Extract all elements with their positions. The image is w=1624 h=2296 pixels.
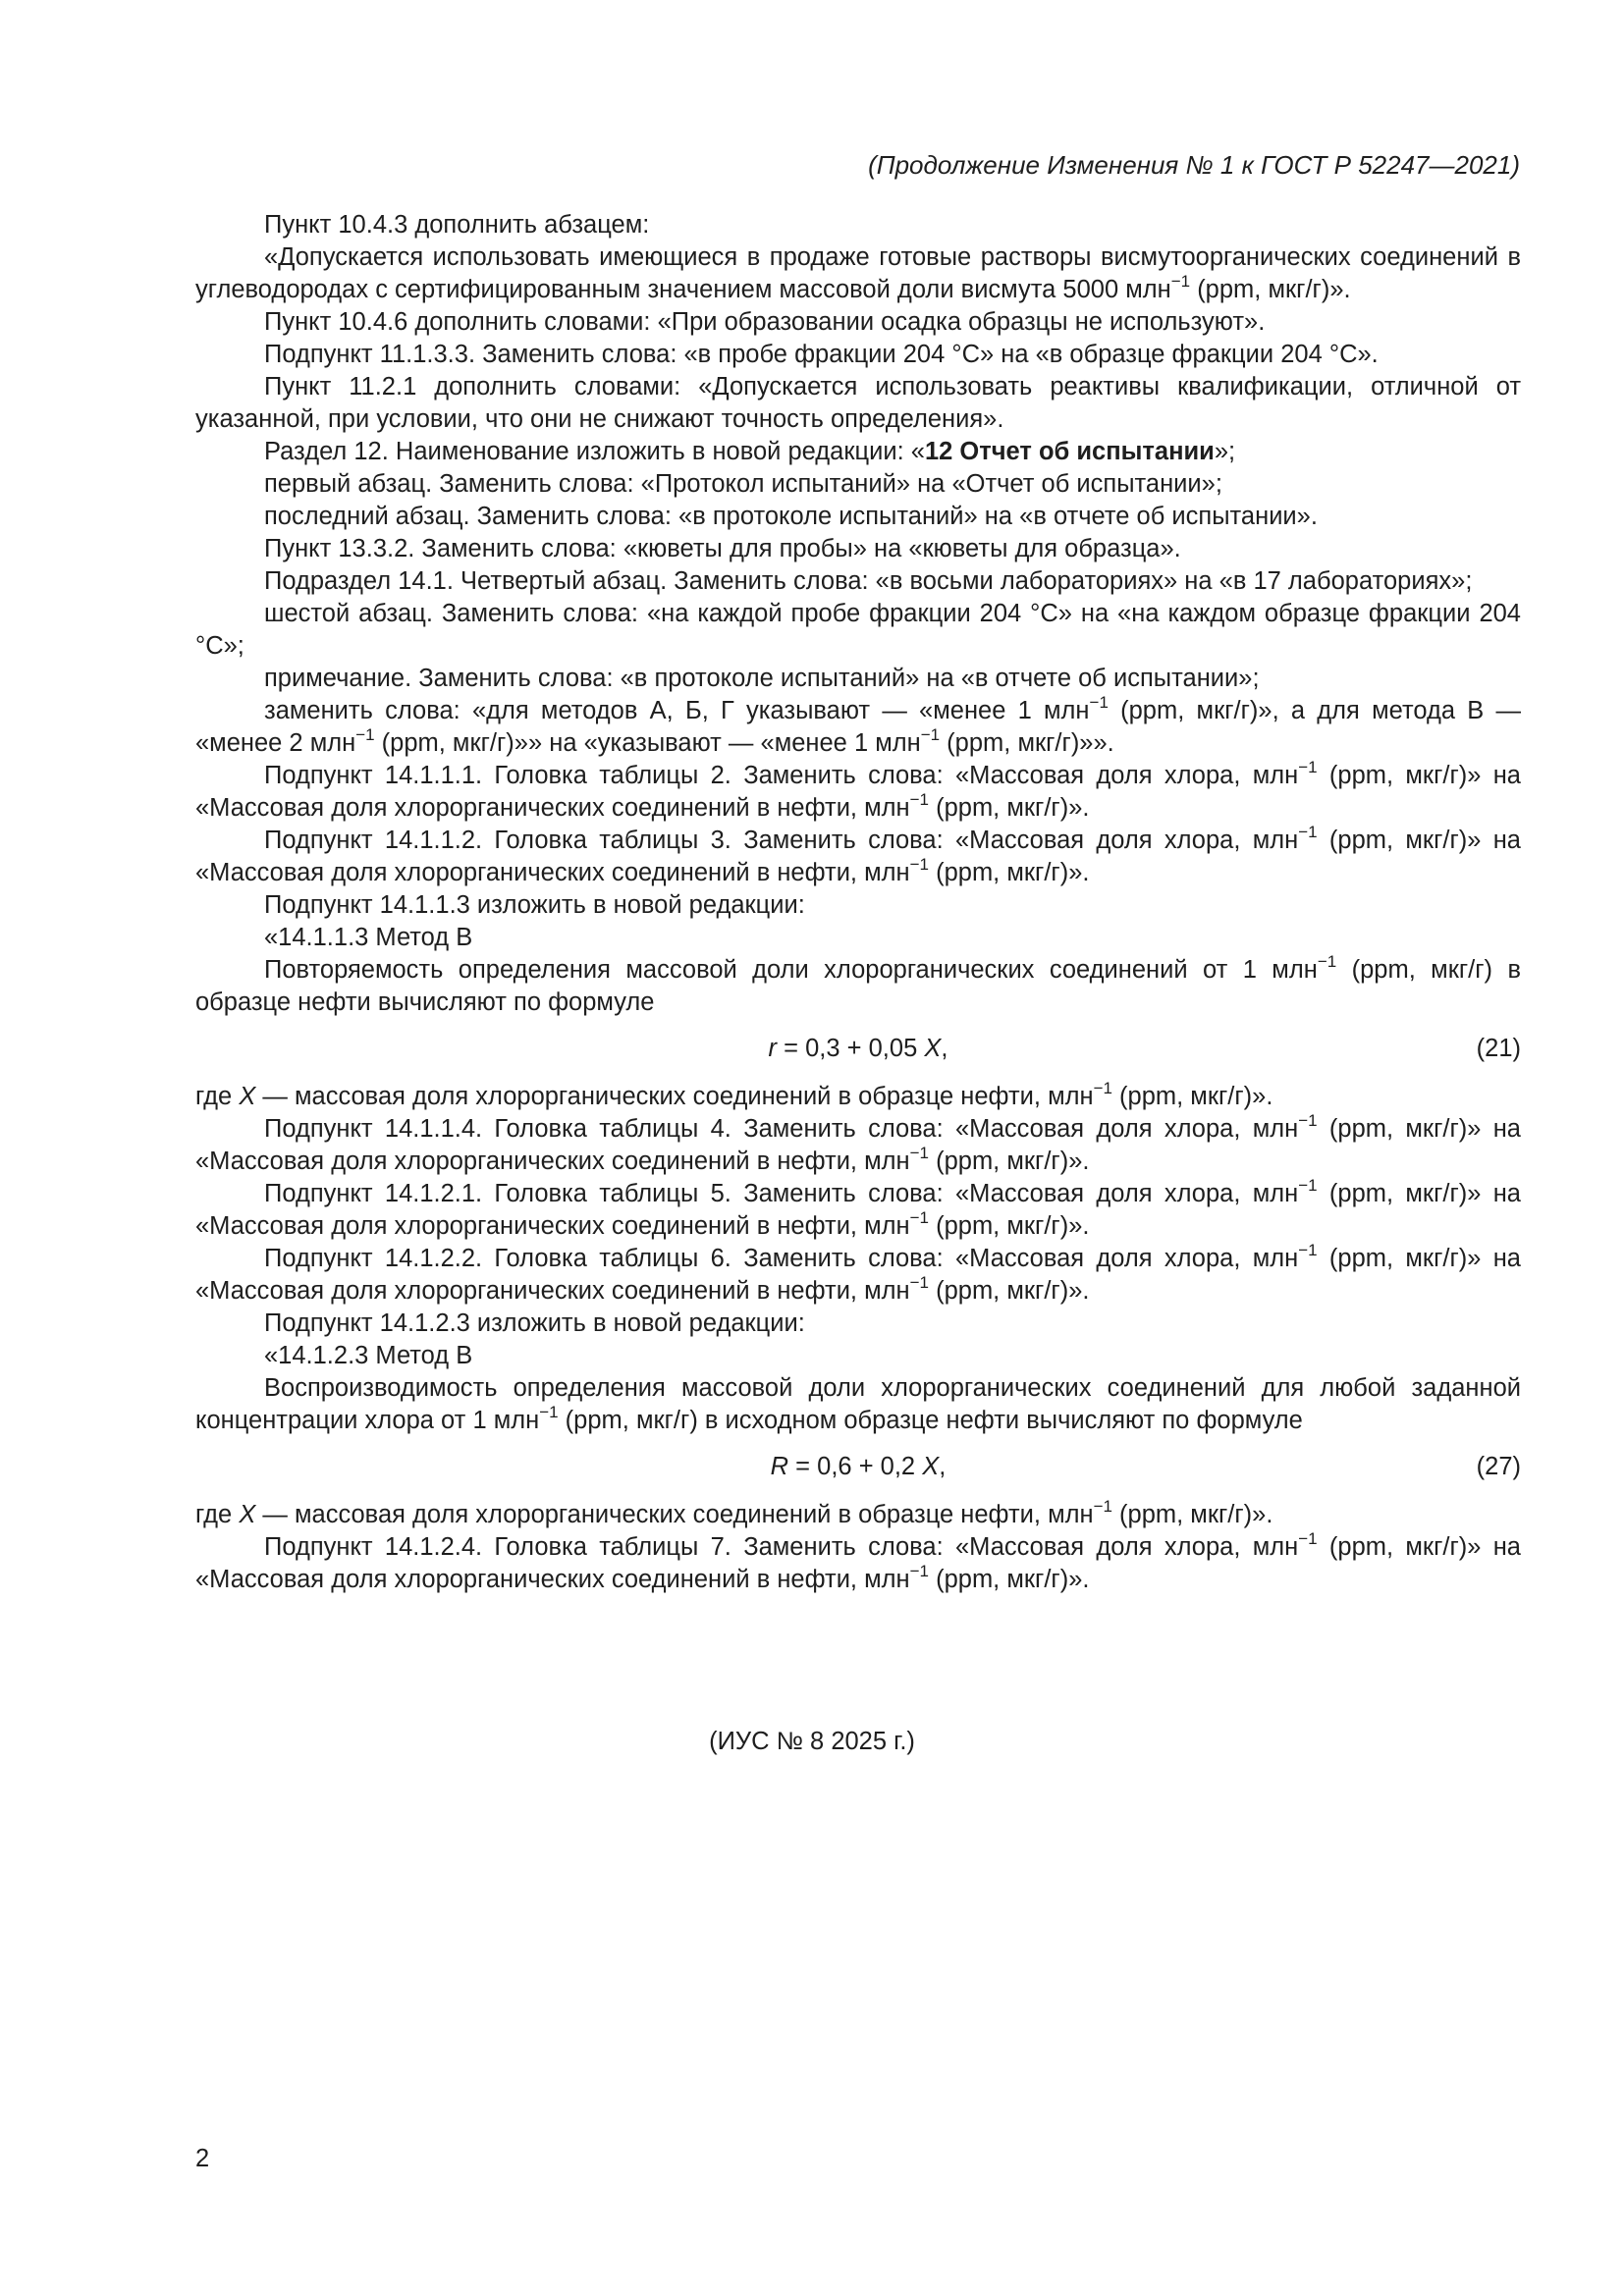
formula-expression xyxy=(195,1033,1521,1065)
paragraph-text: Подраздел 14.1. Четвертый абзац. Заменить слова: «в восьми лабораториях» на «в 17 лабораториях»; xyxy=(264,567,1473,595)
paragraph-text: »; xyxy=(1214,438,1236,465)
paragraph-text: (ppm, мкг/г)». xyxy=(929,1566,1090,1593)
formula-27 xyxy=(195,1451,1521,1483)
formula-number: (21) xyxy=(1476,1035,1521,1062)
superscript: −1 xyxy=(1298,757,1318,776)
paragraph-text: (ppm, мкг/г)». xyxy=(929,859,1090,886)
paragraph-text: Подпункт 14.1.1.2. Головка таблицы 3. Заменить слова: «Массовая доля хлора, млн xyxy=(264,827,1299,854)
superscript: −1 xyxy=(1093,1078,1112,1097)
paragraph-text: Подпункт 11.1.3.3. Заменить слова: «в пробе фракции 204 °С» на «в образце фракции 204 °С». xyxy=(264,341,1379,368)
paragraph-text: «14.1.1.3 Метод В xyxy=(264,924,473,951)
formula-text: = 0,3 + 0,05 xyxy=(777,1035,925,1062)
paragraph xyxy=(195,1340,1521,1372)
paragraph-text: (ppm, мкг/г)». xyxy=(929,794,1090,822)
formula-variable: R xyxy=(770,1453,789,1480)
paragraph xyxy=(195,1240,1521,1308)
paragraph xyxy=(195,533,1521,565)
paragraph xyxy=(195,436,1521,468)
paragraph xyxy=(195,1372,1521,1437)
paragraph-text: (ppm, мкг/г)». xyxy=(1111,1501,1273,1528)
superscript: −1 xyxy=(909,1561,929,1580)
paragraph-text: (ppm, мкг/г) в образце нефти вычисляют по формуле xyxy=(195,956,1521,1016)
paragraph-text: (ppm, мкг/г) в исходном образце нефти вычисляют по формуле xyxy=(558,1407,1303,1434)
superscript: −1 xyxy=(1298,1110,1318,1130)
paragraph-text: (ppm, мкг/г)» на «Массовая доля хлорорганических соединений в нефти, млн xyxy=(195,1245,1521,1305)
paragraph-text: Воспроизводимость определения массовой доли хлорорганических соединений для любой заданной концентрации хлора от 1 млн xyxy=(195,1374,1521,1434)
superscript: −1 xyxy=(1093,1496,1112,1516)
paragraph-text: (ppm, мкг/г)». xyxy=(929,1212,1090,1240)
paragraph-text: Раздел 12. Наименование изложить в новой редакции: « xyxy=(264,438,925,465)
paragraph-text: — массовая доля хлорорганических соединений в образце нефти, млн xyxy=(255,1501,1094,1528)
paragraph-text: (ppm, мкг/г)». xyxy=(1111,1083,1273,1110)
paragraph xyxy=(195,501,1521,533)
formula-variable: X xyxy=(239,1501,256,1528)
paragraph-text: Повторяемость определения массовой доли хлорорганических соединений от 1 млн xyxy=(264,956,1318,984)
paragraph-text: заменить слова: «для методов А, Б, Г указывают — «менее 1 млн xyxy=(264,697,1090,724)
paragraph-text: (ppm, мкг/г)». xyxy=(929,1277,1090,1305)
superscript: −1 xyxy=(1170,271,1191,291)
superscript: −1 xyxy=(539,1402,559,1421)
formula-text: , xyxy=(941,1035,948,1062)
paragraph xyxy=(195,209,1521,241)
paragraph-text: — массовая доля хлорорганических соединений в образце нефти, млн xyxy=(255,1083,1094,1110)
paragraph xyxy=(195,241,1521,306)
formula-expression xyxy=(195,1451,1521,1483)
paragraph xyxy=(195,663,1521,695)
paragraph-text: примечание. Заменить слова: «в протоколе испытаний» на «в отчете об испытании»; xyxy=(264,665,1260,692)
paragraph xyxy=(195,951,1521,1019)
paragraph-text: (ppm, мкг/г)»». xyxy=(940,729,1114,757)
paragraph-text: Пункт 10.4.3 дополнить абзацем: xyxy=(264,211,650,239)
paragraph-text: Подпункт 14.1.1.3 изложить в новой редакции: xyxy=(264,891,805,919)
paragraph-text: «14.1.2.3 Метод В xyxy=(264,1342,473,1369)
formula-variable: X xyxy=(239,1083,256,1110)
superscript: −1 xyxy=(909,1207,929,1227)
superscript: −1 xyxy=(1317,951,1337,971)
bold-section-title: 12 Отчет об испытании xyxy=(924,438,1215,465)
paragraph-text: (ppm, мкг/г)». xyxy=(1190,276,1351,303)
paragraph-text: где xyxy=(195,1083,240,1110)
continuation-header: (Продолжение Изменения № 1 к ГОСТ Р 52247—2021) xyxy=(868,150,1520,180)
paragraph xyxy=(195,922,1521,954)
paragraph xyxy=(195,1528,1521,1596)
superscript: −1 xyxy=(909,1143,929,1162)
paragraph xyxy=(195,371,1521,436)
document-body xyxy=(195,209,1521,1596)
page-number: 2 xyxy=(195,2145,210,2172)
paragraph xyxy=(195,889,1521,922)
paragraph xyxy=(195,339,1521,371)
paragraph xyxy=(195,468,1521,501)
paragraph-text: Пункт 13.3.2. Заменить слова: «кюветы для пробы» на «кюветы для образца». xyxy=(264,535,1181,562)
paragraph xyxy=(195,306,1521,339)
paragraph-text: Подпункт 14.1.2.3 изложить в новой редакции: xyxy=(264,1309,805,1337)
paragraph xyxy=(195,1308,1521,1340)
paragraph xyxy=(195,1078,1521,1113)
formula-variable: X xyxy=(924,1035,942,1062)
paragraph-text: где xyxy=(195,1501,240,1528)
superscript: −1 xyxy=(1298,1175,1318,1195)
paragraph xyxy=(195,822,1521,889)
formula-number: (27) xyxy=(1476,1453,1521,1480)
paragraph-text: Подпункт 14.1.2.4. Головка таблицы 7. Заменить слова: «Массовая доля хлора, млн xyxy=(264,1533,1299,1561)
paragraph-text: Подпункт 14.1.2.2. Головка таблицы 6. Заменить слова: «Массовая доля хлора, млн xyxy=(264,1245,1299,1272)
paragraph-text: «Допускается использовать имеющиеся в продаже готовые растворы висмутоорганических соединений в углеводородах с сертифицированным значением массовой доли висмута 5000 млн xyxy=(195,243,1521,303)
paragraph-text: (ppm, мкг/г)» на «Массовая доля хлорорганических соединений в нефти, млн xyxy=(195,762,1521,822)
paragraph-text: (ppm, мкг/г)» на «Массовая доля хлорорганических соединений в нефти, млн xyxy=(195,827,1521,886)
paragraph-text: (ppm, мкг/г)»» на «указывают — «менее 1 млн xyxy=(374,729,921,757)
superscript: −1 xyxy=(920,724,941,744)
paragraph xyxy=(195,757,1521,825)
paragraph-text: последний абзац. Заменить слова: «в протоколе испытаний» на «в отчете об испытании». xyxy=(264,503,1318,530)
paragraph xyxy=(195,1496,1521,1531)
formula-text: = 0,6 + 0,2 xyxy=(788,1453,923,1480)
formula-21 xyxy=(195,1033,1521,1065)
superscript: −1 xyxy=(1089,692,1109,712)
paragraph xyxy=(195,1175,1521,1243)
paragraph-text: Подпункт 14.1.1.4. Головка таблицы 4. Заменить слова: «Массовая доля хлора, млн xyxy=(264,1115,1299,1143)
paragraph-text: Подпункт 14.1.2.1. Головка таблицы 5. Заменить слова: «Массовая доля хлора, млн xyxy=(264,1180,1299,1207)
paragraph-text: Пункт 11.2.1 дополнить словами: «Допускается использовать реактивы квалификации, отличной от указанной, при условии, что они не снижают точность определения». xyxy=(195,373,1521,433)
paragraph-text: (ppm, мкг/г)», а для метода В — «менее 2 млн xyxy=(195,697,1521,757)
paragraph-text: Подпункт 14.1.1.1. Головка таблицы 2. Заменить слова: «Массовая доля хлора, млн xyxy=(264,762,1299,789)
paragraph xyxy=(195,598,1521,663)
paragraph xyxy=(195,565,1521,598)
ius-reference: (ИУС № 8 2025 г.) xyxy=(709,1728,915,1755)
paragraph-text: Пункт 10.4.6 дополнить словами: «При образовании осадка образцы не используют». xyxy=(264,308,1266,336)
formula-variable: X xyxy=(922,1453,940,1480)
superscript: −1 xyxy=(909,854,929,874)
superscript: −1 xyxy=(1298,1240,1318,1259)
superscript: −1 xyxy=(1298,822,1318,841)
paragraph-text: первый абзац. Заменить слова: «Протокол испытаний» на «Отчет об испытании»; xyxy=(264,470,1222,498)
paragraph-text: (ppm, мкг/г)» на «Массовая доля хлорорганических соединений в нефти, млн xyxy=(195,1533,1521,1593)
paragraph-text: (ppm, мкг/г)». xyxy=(929,1148,1090,1175)
paragraph xyxy=(195,692,1521,760)
superscript: −1 xyxy=(909,1272,929,1292)
superscript: −1 xyxy=(909,789,929,809)
superscript: −1 xyxy=(355,724,375,744)
formula-variable: r xyxy=(768,1035,778,1062)
paragraph xyxy=(195,1110,1521,1178)
superscript: −1 xyxy=(1298,1528,1318,1548)
paragraph-text: (ppm, мкг/г)» на «Массовая доля хлорорганических соединений в нефти, млн xyxy=(195,1115,1521,1175)
formula-text: , xyxy=(939,1453,947,1480)
paragraph-text: шестой абзац. Заменить слова: «на каждой пробе фракции 204 °С» на «на каждом образце фракции 204 °С»; xyxy=(195,600,1521,660)
paragraph-text: (ppm, мкг/г)» на «Массовая доля хлорорганических соединений в нефти, млн xyxy=(195,1180,1521,1240)
